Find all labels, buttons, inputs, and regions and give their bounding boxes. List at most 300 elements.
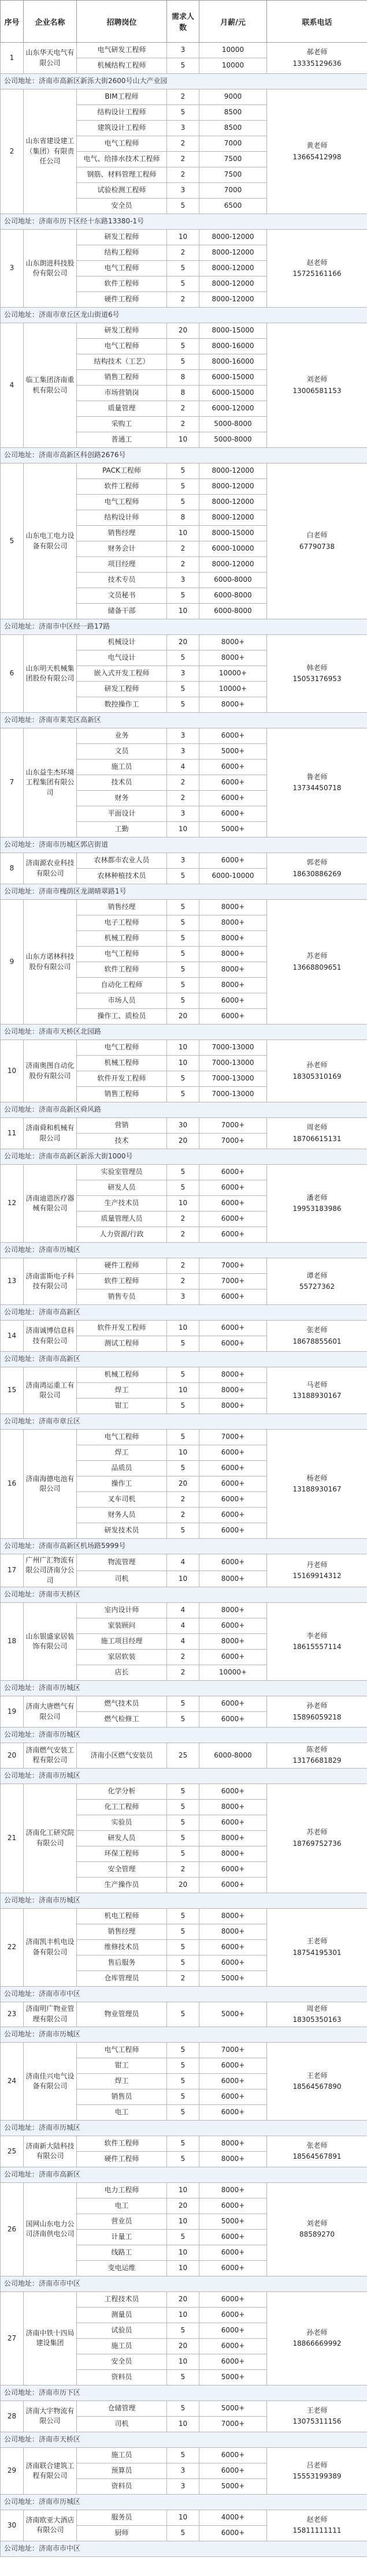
address-row xyxy=(1,1305,367,1321)
job-count: 2 xyxy=(167,89,199,105)
job-count: 3 xyxy=(167,573,199,588)
address-row xyxy=(1,2494,367,2510)
address-row xyxy=(1,1243,367,1258)
job-position: 销售专员 xyxy=(77,1289,167,1305)
contact-phone[interactable]: 18706615131 xyxy=(292,1134,342,1143)
job-salary: 6000+ xyxy=(199,1784,267,1799)
contact-person: 张老师 xyxy=(306,1326,328,1334)
job-row xyxy=(1,728,367,744)
job-position: 数控操作工 xyxy=(77,697,167,713)
job-salary: 6000+ xyxy=(199,2307,267,2323)
contact-person: 王老师 xyxy=(306,2071,328,2080)
job-position: 技术 xyxy=(77,1134,167,1149)
address-row xyxy=(1,884,367,900)
job-count: 10 xyxy=(167,1571,199,1587)
job-count: 2 xyxy=(167,791,199,806)
job-position: 钢筋、材料管理工程师 xyxy=(77,167,167,183)
contact-person: 孙老师 xyxy=(306,2328,328,2337)
company-address: 公司地址：济南市章丘区龙山街道6号 xyxy=(1,308,367,323)
job-count: 4 xyxy=(167,1603,199,1618)
contact-person: 周老师 xyxy=(306,2004,328,2013)
job-position: 操作工 xyxy=(77,1476,167,1492)
job-position: 研发工程师 xyxy=(77,230,167,245)
address-row xyxy=(1,1539,367,1554)
job-salary: 8000-12000 xyxy=(199,495,267,510)
job-position: 电气工程师 xyxy=(77,261,167,276)
job-position: PACK工程师 xyxy=(77,463,167,479)
job-salary: 5000+ xyxy=(199,744,267,760)
job-count: 5 xyxy=(167,2369,199,2385)
contact-phone[interactable]: 15725161166 xyxy=(292,270,342,278)
job-position: 品质员 xyxy=(77,1461,167,1476)
contact-person: 王老师 xyxy=(306,2406,328,2415)
job-salary: 10000+ xyxy=(199,1665,267,1681)
job-count: 5 xyxy=(167,1712,199,1728)
job-salary: 8000-12000 xyxy=(199,245,267,261)
contact-person: 苏老师 xyxy=(306,952,328,960)
contact-person: 刘老师 xyxy=(306,2219,328,2228)
job-count: 2 xyxy=(167,1274,199,1289)
contact-phone[interactable]: 13188930167 xyxy=(292,1392,342,1400)
job-position: 工程技术员 xyxy=(77,2291,167,2307)
address-row xyxy=(1,1728,367,1743)
contact-phone[interactable]: 13665412998 xyxy=(292,152,342,161)
job-count: 5 xyxy=(167,2525,199,2541)
job-count: 4 xyxy=(167,1554,199,1571)
job-count: 5 xyxy=(167,339,199,354)
job-count: 5 xyxy=(167,915,199,931)
job-salary: 6000+ xyxy=(199,1165,267,1180)
job-position: 资料员 xyxy=(77,2478,167,2494)
job-count: 5 xyxy=(167,58,199,74)
job-salary: 6000+ xyxy=(199,2291,267,2307)
job-count: 5 xyxy=(167,479,199,495)
job-count: 5 xyxy=(167,354,199,370)
contact-person: 丹老师 xyxy=(306,1560,328,1569)
job-position: 结构设计师 xyxy=(77,510,167,526)
job-salary: 10000 xyxy=(199,43,267,58)
company-address: 公司地址：济南市高新区新泺大街2600号山大产业园 xyxy=(1,74,367,89)
job-position: 销售经理 xyxy=(77,1924,167,1939)
job-count: 5 xyxy=(167,495,199,510)
job-position: BIM工程师 xyxy=(77,89,167,105)
job-position: 销售经理 xyxy=(77,526,167,541)
header-salary: 月薪/元 xyxy=(199,1,267,43)
job-position: 平面设计 xyxy=(77,806,167,822)
contact-phone[interactable]: 18769752736 xyxy=(292,1839,342,1848)
job-count: 2 xyxy=(167,401,199,417)
job-position: 室内设计师 xyxy=(77,1603,167,1618)
contact-phone[interactable]: 13176681829 xyxy=(292,1756,342,1765)
job-salary: 8000+ xyxy=(199,1571,267,1587)
contact-phone[interactable]: 18866669992 xyxy=(292,2339,342,2348)
job-count: 5 xyxy=(167,2151,199,2167)
job-position: 服务员 xyxy=(77,2510,167,2525)
address-row xyxy=(1,2541,367,2556)
job-salary: 10000+ xyxy=(199,666,267,682)
job-row xyxy=(1,853,367,869)
job-count: 5 xyxy=(167,1336,199,1352)
job-salary: 6000+ xyxy=(199,2525,267,2541)
job-salary: 6500 xyxy=(199,199,267,214)
company-address: 公司地址：济南市高新区 xyxy=(1,1352,367,1367)
row-number: 6 xyxy=(1,635,24,713)
job-position: 钳工 xyxy=(77,2058,167,2073)
company-name: 济南新大陆科技有限公司 xyxy=(24,2136,77,2167)
job-salary: 6000+ xyxy=(199,2198,267,2214)
job-count: 5 xyxy=(167,1955,199,1971)
job-count: 5 xyxy=(167,869,199,884)
contact-phone[interactable]: 18305310169 xyxy=(292,1072,342,1081)
job-salary: 7000-13000 xyxy=(199,1087,267,1102)
contact-person: 周老师 xyxy=(306,1123,328,1132)
job-count: 2 xyxy=(167,1508,199,1523)
contact-cell xyxy=(267,323,367,448)
job-count: 8 xyxy=(167,386,199,401)
job-position: 软件开发工程师 xyxy=(77,1071,167,1087)
contact-phone[interactable]: 13668809651 xyxy=(292,963,342,971)
job-position: 技术员 xyxy=(77,775,167,791)
contact-phone[interactable]: 15811111111 xyxy=(292,2526,342,2535)
job-count: 5 xyxy=(167,1924,199,1939)
contact-phone[interactable]: 18630886269 xyxy=(292,869,342,878)
contact-cell xyxy=(267,463,367,619)
job-salary: 6000+ xyxy=(199,1523,267,1539)
job-salary: 6000+ xyxy=(199,2089,267,2104)
job-count: 5 xyxy=(167,1461,199,1476)
job-count: 5 xyxy=(167,931,199,947)
job-count: 5 xyxy=(167,697,199,713)
job-position: 电气工程师 xyxy=(77,947,167,962)
job-position: 软件工程师 xyxy=(77,479,167,495)
row-number: 19 xyxy=(1,1696,24,1728)
job-position: 店长 xyxy=(77,1665,167,1681)
job-row xyxy=(1,89,367,105)
contact-phone[interactable]: 18615557114 xyxy=(292,1643,342,1651)
job-salary: 6000+ xyxy=(199,1492,267,1508)
job-count: 2 xyxy=(167,417,199,432)
job-salary: 6000+ xyxy=(199,1461,267,1476)
job-position: 焊工 xyxy=(77,1445,167,1461)
job-position: 研发工程师 xyxy=(77,323,167,339)
company-name: 山东方诺林科技股份有限公司 xyxy=(24,900,77,1025)
job-position: 家装顾问 xyxy=(77,1618,167,1634)
job-salary: 8000-12000 xyxy=(199,463,267,479)
job-salary: 8000+ xyxy=(199,1367,267,1383)
job-position: 建筑设计工程师 xyxy=(77,121,167,136)
job-row xyxy=(1,1165,367,1180)
job-position: 仓储管理 xyxy=(77,2401,167,2416)
job-salary: 7500 xyxy=(199,152,267,167)
job-salary: 8000-16000 xyxy=(199,339,267,354)
job-count: 3 xyxy=(167,121,199,136)
contact-person: 郭老师 xyxy=(306,858,328,867)
job-salary: 6000+ xyxy=(199,1196,267,1212)
address-row xyxy=(1,1352,367,1367)
job-position: 施工项目经理 xyxy=(77,1634,167,1650)
job-salary: 6000-8000 xyxy=(199,588,267,604)
job-count: 5 xyxy=(167,1908,199,1924)
company-address: 公司地址：济南市历城区 xyxy=(1,2494,367,2510)
job-salary: 5000-8000 xyxy=(199,417,267,432)
job-count: 10 xyxy=(167,230,199,245)
job-count: 5 xyxy=(167,2089,199,2104)
address-row xyxy=(1,74,367,89)
job-salary: 6000+ xyxy=(199,1180,267,1196)
job-position: 研发技术员 xyxy=(77,1523,167,1539)
company-name: 济南迪恩医疗器械有限公司 xyxy=(24,1165,77,1243)
job-position: 结构设计工程师 xyxy=(77,105,167,121)
job-position: 研发人员 xyxy=(77,1180,167,1196)
job-salary: 6000+ xyxy=(199,1877,267,1893)
address-row xyxy=(1,214,367,230)
job-salary: 7000-13000 xyxy=(199,1040,267,1056)
job-row xyxy=(1,2182,367,2198)
job-count: 4 xyxy=(167,1618,199,1634)
contact-phone[interactable]: 15169914312 xyxy=(292,1572,342,1580)
company-name: 济南欧亚大酒店有限公司 xyxy=(24,2510,77,2541)
contact-person: 刘老师 xyxy=(306,375,328,384)
job-count: 10 xyxy=(167,2182,199,2198)
job-salary: 8000+ xyxy=(199,635,267,650)
contact-cell xyxy=(267,2510,367,2541)
job-row xyxy=(1,2136,367,2151)
job-count: 20 xyxy=(167,1877,199,1893)
row-number: 29 xyxy=(1,2447,24,2494)
row-number: 28 xyxy=(1,2401,24,2432)
contact-phone[interactable]: 19953183986 xyxy=(292,1205,342,1213)
job-position: 预算员 xyxy=(77,2463,167,2478)
job-position: 变电运维 xyxy=(77,2260,167,2276)
job-position: 研发人员 xyxy=(77,1830,167,1846)
job-salary: 8000-15000 xyxy=(199,526,267,541)
job-position: 文员秘书 xyxy=(77,588,167,604)
job-position: 施工员 xyxy=(77,760,167,775)
row-number: 13 xyxy=(1,1258,24,1305)
job-count: 2 xyxy=(167,167,199,183)
job-position: 机械结构工程师 xyxy=(77,58,167,74)
row-number: 11 xyxy=(1,1118,24,1149)
job-position: 安全管理 xyxy=(77,1861,167,1877)
job-position: 财务人员 xyxy=(77,1508,167,1523)
contact-phone[interactable]: 88589270 xyxy=(299,2230,335,2239)
job-count: 2 xyxy=(167,1861,199,1877)
contact-person: 杨老师 xyxy=(306,1474,328,1482)
row-number: 17 xyxy=(1,1554,24,1587)
job-count: 8 xyxy=(167,510,199,526)
job-salary: 7000+ xyxy=(199,1118,267,1134)
job-count: 2 xyxy=(167,1258,199,1274)
job-position: 结构工程师 xyxy=(77,245,167,261)
company-name: 国网山东电力公司济南供电公司 xyxy=(24,2182,77,2276)
contact-phone[interactable]: 13734450718 xyxy=(292,784,342,792)
job-salary: 6000+ xyxy=(199,1227,267,1243)
job-salary: 5000+ xyxy=(199,2478,267,2494)
job-count: 5 xyxy=(167,900,199,915)
job-salary: 8000+ xyxy=(199,978,267,993)
job-row xyxy=(1,1367,367,1383)
company-name: 山东省建设建工（集团）有限责任公司 xyxy=(24,89,77,214)
company-address: 公司地址：济南市高新区科创路2676号 xyxy=(1,448,367,463)
job-count: 3 xyxy=(167,744,199,760)
job-salary: 10000+ xyxy=(199,682,267,697)
job-count: 5 xyxy=(167,1799,199,1815)
job-position: 软件工程师 xyxy=(77,276,167,292)
contact-cell xyxy=(267,853,367,884)
job-salary: 8000+ xyxy=(199,962,267,978)
job-salary: 6000-10000 xyxy=(199,869,267,884)
job-count: 10 xyxy=(167,604,199,619)
company-address: 公司地址：济南市历城区 xyxy=(1,1768,367,1784)
job-position: 厨师 xyxy=(77,2525,167,2541)
job-salary: 8000+ xyxy=(199,1634,267,1650)
job-salary: 5000-8000 xyxy=(199,432,267,448)
job-position: 燃气技术员 xyxy=(77,1696,167,1712)
contact-phone[interactable]: 18754195301 xyxy=(292,1948,342,1957)
job-count: 5 xyxy=(167,1087,199,1102)
contact-phone[interactable]: 15896059218 xyxy=(292,1713,342,1721)
job-salary: 6000-15000 xyxy=(199,370,267,386)
row-number: 18 xyxy=(1,1603,24,1681)
job-count: 25 xyxy=(167,1743,199,1768)
job-salary: 5000+ xyxy=(199,2214,267,2229)
job-count: 5 xyxy=(167,2104,199,2120)
contact-phone[interactable]: 18305350163 xyxy=(292,2015,342,2024)
job-salary: 6000+ xyxy=(199,2260,267,2276)
row-number: 12 xyxy=(1,1165,24,1243)
contact-phone[interactable]: 13188930167 xyxy=(292,1485,342,1493)
job-position: 环保工程师 xyxy=(77,1846,167,1861)
job-position: 硬件工程师 xyxy=(77,2151,167,2167)
job-position: 电气、给排水技术工程师 xyxy=(77,152,167,167)
job-salary: 6000+ xyxy=(199,1212,267,1227)
company-address: 公司地址：济南市高新区新泺大街1000号 xyxy=(1,1149,367,1165)
job-salary: 6000+ xyxy=(199,1650,267,1665)
job-salary: 5000+ xyxy=(199,2002,267,2027)
job-position: 嵌入式开发工程师 xyxy=(77,666,167,682)
job-salary: 8000+ xyxy=(199,2182,267,2198)
contact-phone[interactable]: 13335129636 xyxy=(292,59,342,68)
job-salary: 6000+ xyxy=(199,2104,267,2120)
job-salary: 7000-13000 xyxy=(199,1071,267,1087)
contact-phone[interactable]: 55727362 xyxy=(299,1283,335,1291)
address-row xyxy=(1,1414,367,1430)
job-position: 财务会计 xyxy=(77,541,167,557)
contact-cell xyxy=(267,1743,367,1768)
job-row xyxy=(1,2447,367,2463)
job-count: 4 xyxy=(167,760,199,775)
job-salary: 8500 xyxy=(199,105,267,121)
job-count: 10 xyxy=(167,1056,199,1071)
job-salary: 6000+ xyxy=(199,993,267,1009)
job-count: 10 xyxy=(167,2510,199,2525)
job-position: 线路工 xyxy=(77,2245,167,2260)
contact-phone[interactable]: 15053176953 xyxy=(292,675,342,683)
row-number: 8 xyxy=(1,853,24,884)
contact-cell xyxy=(267,1367,367,1414)
contact-phone[interactable]: 18564567891 xyxy=(292,2152,342,2161)
row-number: 25 xyxy=(1,2136,24,2167)
job-count: 2 xyxy=(167,1227,199,1243)
contact-cell xyxy=(267,1554,367,1587)
job-salary: 8000+ xyxy=(199,650,267,666)
job-position: 生产操作员 xyxy=(77,1877,167,1893)
contact-cell xyxy=(267,2136,367,2167)
company-address: 公司地址：济南市高新区 xyxy=(1,2167,367,2182)
header-position: 招聘岗位 xyxy=(77,1,167,43)
company-address: 公司地址：济南市历下区 xyxy=(1,2385,367,2401)
contact-phone[interactable]: 18678855601 xyxy=(292,1337,342,1345)
job-position: 销售工程师 xyxy=(77,370,167,386)
address-row xyxy=(1,1102,367,1118)
job-salary: 9000 xyxy=(199,89,267,105)
contact-phone[interactable]: 13006581153 xyxy=(292,386,342,395)
job-count: 20 xyxy=(167,1476,199,1492)
job-salary: 8000+ xyxy=(199,947,267,962)
contact-phone[interactable]: 18564567890 xyxy=(292,2082,342,2091)
company-name: 济南舜和机械有限公司 xyxy=(24,1118,77,1149)
job-salary: 6000+ xyxy=(199,1618,267,1634)
company-name: 广州广汇物流有限公司济南分公司 xyxy=(24,1554,77,1587)
job-salary: 8000+ xyxy=(199,1383,267,1399)
address-row xyxy=(1,619,367,635)
job-count: 5 xyxy=(167,1165,199,1180)
contact-phone[interactable]: 13075311156 xyxy=(292,2417,342,2426)
job-row xyxy=(1,230,367,245)
address-row xyxy=(1,2432,367,2447)
company-address: 公司地址：济南市天桥区 xyxy=(1,1587,367,1603)
company-address: 公司地址：济南市莱芜区高新区 xyxy=(1,713,367,728)
contact-phone[interactable]: 67790738 xyxy=(299,542,335,551)
job-count: 3 xyxy=(167,728,199,744)
company-name: 济南化工研究院有限公司 xyxy=(24,1784,77,1893)
contact-phone[interactable]: 15553199389 xyxy=(292,2472,342,2480)
header-company: 企业名称 xyxy=(24,1,77,43)
job-salary: 6000+ xyxy=(199,1861,267,1877)
job-salary: 8000+ xyxy=(199,931,267,947)
header-row xyxy=(1,1,367,43)
company-address: 公司地址：济南市历城区 xyxy=(1,1681,367,1696)
address-row xyxy=(1,2276,367,2291)
row-number: 22 xyxy=(1,1908,24,1986)
job-count: 5 xyxy=(167,2323,199,2338)
job-position: 钳工 xyxy=(77,1399,167,1414)
job-count: 8 xyxy=(167,370,199,386)
job-row xyxy=(1,43,367,58)
job-count: 10 xyxy=(167,822,199,838)
job-salary: 6000+ xyxy=(199,775,267,791)
job-count: 10 xyxy=(167,432,199,448)
job-salary: 8000+ xyxy=(199,1830,267,1846)
job-salary: 7500 xyxy=(199,167,267,183)
row-number: 30 xyxy=(1,2510,24,2541)
company-address: 公司地址：济南市历下区经十东路13380-1号 xyxy=(1,214,367,230)
row-number: 27 xyxy=(1,2291,24,2385)
job-count: 3 xyxy=(167,853,199,869)
job-salary: 6000+ xyxy=(199,1508,267,1523)
job-salary: 6000-12000 xyxy=(199,401,267,417)
job-salary: 10000 xyxy=(199,58,267,74)
contact-person: 潘老师 xyxy=(306,1193,328,1202)
job-count: 3 xyxy=(167,183,199,199)
job-count: 5 xyxy=(167,276,199,292)
contact-cell xyxy=(267,1696,367,1728)
job-position: 结构技术（工艺） xyxy=(77,354,167,370)
company-name: 山东朗进科技股份有限公司 xyxy=(24,230,77,308)
job-salary: 7000+ xyxy=(199,1274,267,1289)
job-count: 3 xyxy=(167,2478,199,2494)
job-position: 机电工程师 xyxy=(77,1908,167,1924)
